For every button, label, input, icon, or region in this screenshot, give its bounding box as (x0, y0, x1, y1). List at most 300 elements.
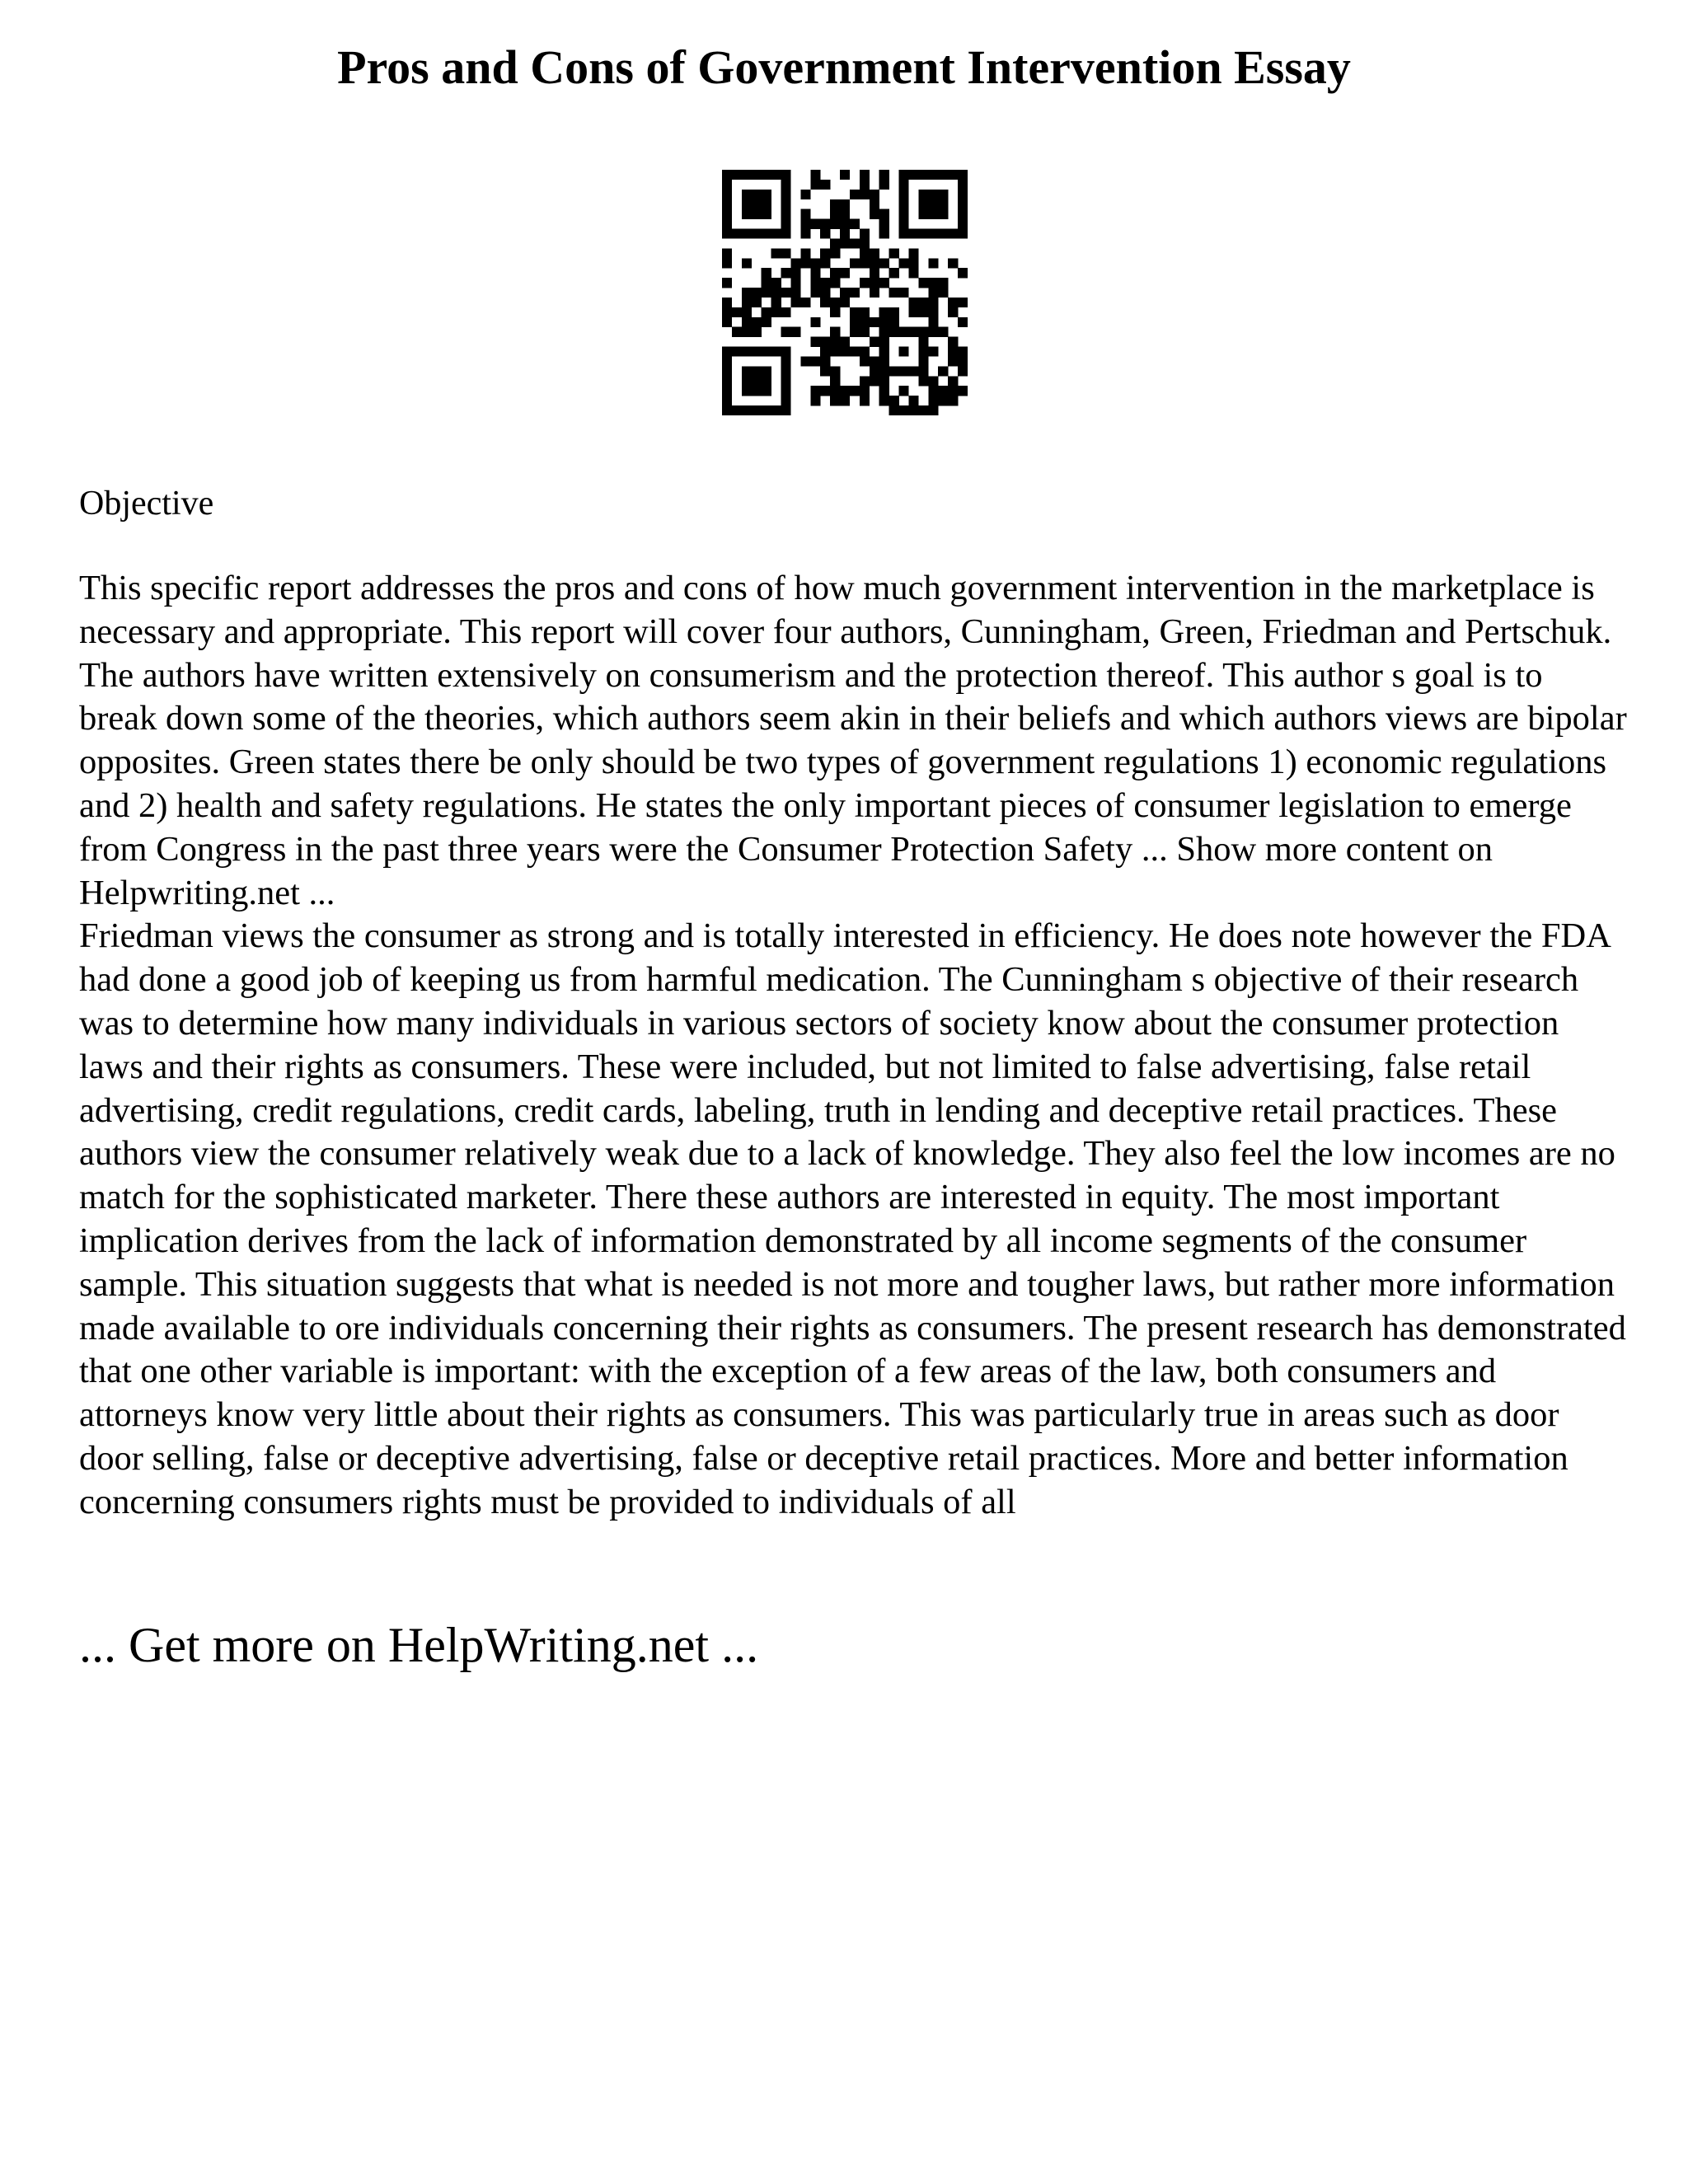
qr-module (850, 307, 860, 317)
qr-module (781, 199, 791, 209)
qr-module (958, 317, 968, 327)
qr-module (870, 248, 879, 258)
qr-module (958, 356, 968, 366)
qr-module (830, 396, 840, 405)
qr-module (908, 229, 918, 239)
qr-module (830, 347, 840, 357)
qr-module (928, 298, 938, 307)
qr-module (781, 376, 791, 386)
qr-module (762, 405, 771, 415)
qr-module (752, 366, 762, 376)
section-heading: Objective (79, 485, 214, 523)
qr-module (800, 219, 810, 229)
qr-module (938, 190, 948, 199)
qr-module (722, 317, 732, 327)
qr-module (908, 268, 918, 278)
qr-module (928, 347, 938, 357)
qr-module (820, 278, 830, 288)
qr-module (938, 386, 948, 396)
qr-module (948, 229, 958, 239)
qr-module (722, 298, 732, 307)
qr-module (781, 396, 791, 405)
qr-module (810, 337, 820, 347)
qr-module (722, 405, 732, 415)
qr-module (752, 199, 762, 209)
qr-module (948, 337, 958, 347)
qr-module (800, 190, 810, 199)
qr-module (958, 170, 968, 180)
qr-module (840, 347, 850, 357)
qr-module (742, 405, 752, 415)
qr-module (771, 248, 781, 258)
qr-module (810, 170, 820, 180)
qr-module (899, 327, 909, 337)
qr-module (870, 258, 879, 268)
qr-module (781, 190, 791, 199)
qr-module (879, 356, 889, 366)
qr-module (840, 209, 850, 219)
qr-module (938, 209, 948, 219)
qr-module (810, 317, 820, 327)
qr-module (899, 199, 909, 209)
qr-module (850, 288, 860, 298)
qr-module (928, 258, 938, 268)
qr-module (781, 327, 791, 337)
qr-module (918, 298, 928, 307)
qr-module (732, 170, 742, 180)
qr-module (742, 327, 752, 337)
qr-module (928, 190, 938, 199)
qr-module (771, 170, 781, 180)
qr-module (860, 170, 870, 180)
qr-module (800, 356, 810, 366)
qr-module (781, 347, 791, 357)
qr-module (918, 337, 928, 347)
qr-module (870, 199, 879, 209)
qr-module (781, 386, 791, 396)
qr-module (840, 238, 850, 248)
qr-module (781, 356, 791, 366)
qr-module (860, 278, 870, 288)
qr-module (938, 199, 948, 209)
qr-module (850, 347, 860, 357)
qr-module (899, 209, 909, 219)
qr-module (860, 376, 870, 386)
qr-module (918, 278, 928, 288)
qr-module (840, 170, 850, 180)
qr-module (752, 376, 762, 386)
qr-module (879, 317, 889, 327)
document-title: Pros and Cons of Government Intervention Essay (337, 40, 1351, 94)
qr-module (958, 190, 968, 199)
qr-module (899, 366, 909, 376)
qr-module (742, 199, 752, 209)
qr-module (889, 327, 899, 337)
qr-module (752, 190, 762, 199)
qr-module (810, 386, 820, 396)
qr-module (742, 209, 752, 219)
qr-module (732, 347, 742, 357)
qr-module (958, 268, 968, 278)
qr-module (762, 278, 771, 288)
qr-code-icon (722, 170, 968, 415)
qr-module (810, 258, 820, 268)
qr-module (860, 396, 870, 405)
qr-module (850, 219, 860, 229)
qr-module (948, 386, 958, 396)
qr-module (870, 376, 879, 386)
qr-module (771, 405, 781, 415)
qr-module (860, 248, 870, 258)
qr-module (830, 278, 840, 288)
qr-module (820, 258, 830, 268)
qr-module (722, 229, 732, 239)
qr-module (732, 307, 742, 317)
qr-module (958, 366, 968, 376)
qr-module (742, 366, 752, 376)
qr-module (752, 386, 762, 396)
qr-module (860, 386, 870, 396)
qr-module (742, 307, 752, 317)
qr-module (850, 190, 860, 199)
qr-module (870, 288, 879, 298)
qr-module (928, 288, 938, 298)
qr-module (781, 307, 791, 317)
qr-module (870, 366, 879, 376)
qr-module (752, 229, 762, 239)
qr-module (840, 199, 850, 209)
qr-module (820, 180, 830, 190)
qr-module (810, 288, 820, 298)
qr-module (840, 219, 850, 229)
qr-module (958, 209, 968, 219)
qr-module (918, 209, 928, 219)
qr-module (840, 298, 850, 307)
qr-module (918, 366, 928, 376)
qr-module (879, 307, 889, 317)
qr-module (918, 229, 928, 239)
qr-module (899, 258, 909, 268)
qr-module (928, 376, 938, 386)
qr-module (860, 180, 870, 190)
qr-module (908, 248, 918, 258)
qr-module (752, 405, 762, 415)
qr-module (879, 170, 889, 180)
qr-module (948, 396, 958, 405)
qr-module (928, 405, 938, 415)
qr-module (810, 396, 820, 405)
qr-module (879, 376, 889, 386)
qr-module (850, 238, 860, 248)
qr-module (899, 170, 909, 180)
qr-module (840, 386, 850, 396)
qr-module (790, 258, 800, 268)
qr-module (938, 229, 948, 239)
qr-module (899, 219, 909, 229)
qr-module (790, 288, 800, 298)
qr-module (810, 278, 820, 288)
qr-module (781, 219, 791, 229)
qr-module (771, 229, 781, 239)
qr-module (800, 298, 810, 307)
qr-module (958, 199, 968, 209)
qr-module (722, 366, 732, 376)
qr-module (722, 219, 732, 229)
qr-module (781, 405, 791, 415)
qr-module (908, 170, 918, 180)
qr-module (762, 190, 771, 199)
qr-module (908, 298, 918, 307)
qr-module (840, 229, 850, 239)
get-more-link[interactable]: ... Get more on HelpWriting.net ... (79, 1618, 759, 1672)
qr-code-graphic (722, 170, 968, 415)
qr-module (762, 317, 771, 327)
qr-module (771, 278, 781, 288)
qr-module (742, 317, 752, 327)
qr-module (870, 337, 879, 347)
qr-module (899, 229, 909, 239)
qr-module (810, 356, 820, 366)
qr-module (860, 356, 870, 366)
qr-module (918, 356, 928, 366)
qr-module (742, 190, 752, 199)
qr-module (781, 248, 791, 258)
qr-module (889, 288, 899, 298)
qr-module (771, 298, 781, 307)
qr-module (722, 209, 732, 219)
qr-module (860, 327, 870, 337)
qr-module (928, 170, 938, 180)
qr-module (840, 268, 850, 278)
qr-module (762, 376, 771, 386)
qr-module (722, 396, 732, 405)
qr-module (820, 219, 830, 229)
qr-module (800, 209, 810, 219)
qr-module (958, 298, 968, 307)
qr-module (928, 386, 938, 396)
qr-module (879, 229, 889, 239)
qr-module (899, 180, 909, 190)
qr-module (781, 268, 791, 278)
qr-module (771, 347, 781, 357)
qr-module (722, 248, 732, 258)
qr-module (899, 386, 909, 396)
qr-module (752, 327, 762, 337)
qr-module (762, 209, 771, 219)
qr-module (830, 376, 840, 386)
qr-module (752, 347, 762, 357)
qr-module (938, 278, 948, 288)
qr-module (958, 229, 968, 239)
qr-module (889, 268, 899, 278)
qr-module (889, 366, 899, 376)
qr-module (889, 317, 899, 327)
qr-module (879, 278, 889, 288)
qr-module (879, 396, 889, 405)
qr-module (800, 248, 810, 258)
qr-module (948, 376, 958, 386)
qr-module (928, 396, 938, 405)
qr-module (850, 317, 860, 327)
qr-module (722, 190, 732, 199)
qr-module (781, 288, 791, 298)
qr-module (742, 298, 752, 307)
qr-module (781, 180, 791, 190)
qr-module (938, 170, 948, 180)
qr-module (732, 229, 742, 239)
qr-module (742, 347, 752, 357)
qr-module (948, 258, 958, 268)
qr-module (762, 170, 771, 180)
qr-module (899, 405, 909, 415)
qr-module (781, 209, 791, 219)
qr-module (879, 386, 889, 396)
qr-module (918, 405, 928, 415)
qr-module (830, 327, 840, 337)
qr-module (830, 209, 840, 219)
qr-module (899, 347, 909, 357)
qr-module (889, 248, 899, 258)
qr-module (830, 337, 840, 347)
qr-module (762, 366, 771, 376)
qr-module (830, 307, 840, 317)
qr-module (879, 258, 889, 268)
qr-module (830, 268, 840, 278)
qr-module (918, 307, 928, 317)
paragraph-main: Friedman views the consumer as strong and is totally interested in efficiency. He does note however the FDA had done a good job of keeping us from harmful medication. The Cunningham s objective of their research was to determine how many individuals in various sectors of society know about the consumer protection laws and their rights as consumers. These were included, but not limited to false advertising, false retail advertising, credit regulations, credit cards, labeling, truth in lending and deceptive retail practices. These authors view the consumer relatively weak due to a lack of knowledge. They also feel the low incomes are no match for the sophisticated marketer. There these authors are interested in equity. The most important implication derives from the lack of information demonstrated by all income segments of the consumer sample. This situation suggests that what is needed is not more and tougher laws, but rather more information made available to ore individuals concerning their rights as consumers. The present research has demonstrated that one other variable is important: with the exception of a few areas of the law, both consumers and attorneys know very little about their rights as consumers. This was particularly true in areas such as door door selling, false or deceptive advertising, false or deceptive retail practices. More and better information concerning consumers rights must be provided to individuals of all (79, 916, 1626, 1521)
qr-module (958, 386, 968, 396)
essay-body (79, 567, 1629, 1525)
qr-module (722, 199, 732, 209)
qr-module (752, 209, 762, 219)
qr-module (762, 307, 771, 317)
qr-module (742, 288, 752, 298)
qr-module (820, 347, 830, 357)
qr-module (860, 258, 870, 268)
qr-module (948, 298, 958, 307)
qr-module (870, 190, 879, 199)
qr-module (928, 327, 938, 337)
qr-module (820, 229, 830, 239)
paragraph-intro: This specific report addresses the pros and cons of how much government intervention in the marketplace is necessary and appropriate. This report will cover four authors, Cunningham, Green, Friedman and Pertschuk. The authors have written extensively on consumerism and the protection thereof. This author s goal is to break down some of the theories, which authors seem akin in their beliefs and which authors views are bipolar opposites. Green states there be only should be two types of government regulations 1) economic regulations and 2) health and safety regulations. He states the only important pieces of consumer legislation to emerge from Congress in the past three years were the Consumer Protection Safety ... Show more content on Helpwriting.net ... (79, 569, 1627, 912)
qr-module (948, 356, 958, 366)
qr-module (790, 327, 800, 337)
qr-module (762, 386, 771, 396)
qr-module (860, 190, 870, 199)
qr-module (850, 258, 860, 268)
qr-module (928, 278, 938, 288)
qr-module (948, 170, 958, 180)
qr-module (752, 170, 762, 180)
qr-module (810, 219, 820, 229)
qr-module (870, 317, 879, 327)
qr-module (879, 337, 889, 347)
qr-module (860, 307, 870, 317)
qr-module (870, 268, 879, 278)
qr-module (742, 386, 752, 396)
qr-module (820, 356, 830, 366)
qr-module (790, 268, 800, 278)
qr-module (908, 366, 918, 376)
qr-module (918, 347, 928, 357)
qr-module (810, 180, 820, 190)
qr-module (820, 248, 830, 258)
qr-module (762, 199, 771, 209)
qr-module (810, 268, 820, 278)
qr-module (722, 347, 732, 357)
qr-module (820, 386, 830, 396)
qr-module (781, 366, 791, 376)
qr-module (722, 307, 732, 317)
qr-module (781, 170, 791, 180)
qr-module (771, 307, 781, 317)
qr-module (958, 180, 968, 190)
qr-module (958, 219, 968, 229)
qr-module (830, 248, 840, 258)
qr-module (958, 347, 968, 357)
qr-module (908, 258, 918, 268)
qr-module (860, 229, 870, 239)
qr-module (840, 396, 850, 405)
qr-module (879, 180, 889, 190)
qr-module (732, 405, 742, 415)
qr-module (820, 298, 830, 307)
qr-module (742, 170, 752, 180)
qr-module (800, 229, 810, 239)
qr-module (752, 317, 762, 327)
qr-module (742, 376, 752, 386)
qr-module (928, 317, 938, 327)
qr-module (928, 229, 938, 239)
qr-module (830, 199, 840, 209)
qr-module (938, 396, 948, 405)
qr-module (899, 190, 909, 199)
qr-module (938, 288, 948, 298)
qr-module (722, 386, 732, 396)
qr-module (899, 288, 909, 298)
qr-module (850, 386, 860, 396)
qr-module (948, 307, 958, 317)
qr-module (918, 327, 928, 337)
qr-module (908, 396, 918, 405)
qr-module (840, 288, 850, 298)
qr-module (908, 405, 918, 415)
qr-module (918, 376, 928, 386)
qr-module (722, 278, 732, 288)
qr-module (752, 288, 762, 298)
qr-module (860, 317, 870, 327)
qr-module (879, 347, 889, 357)
qr-module (938, 366, 948, 376)
qr-module (870, 278, 879, 288)
qr-module (722, 376, 732, 386)
qr-module (908, 307, 918, 317)
qr-module (830, 386, 840, 396)
qr-module (790, 278, 800, 288)
qr-module (742, 258, 752, 268)
qr-module (870, 356, 879, 366)
qr-module (928, 199, 938, 209)
qr-module (879, 366, 889, 376)
qr-module (830, 238, 840, 248)
qr-module (860, 347, 870, 357)
qr-module (762, 229, 771, 239)
qr-module (752, 298, 762, 307)
qr-module (928, 307, 938, 317)
qr-module (850, 327, 860, 337)
qr-module (781, 229, 791, 239)
qr-module (820, 337, 830, 347)
